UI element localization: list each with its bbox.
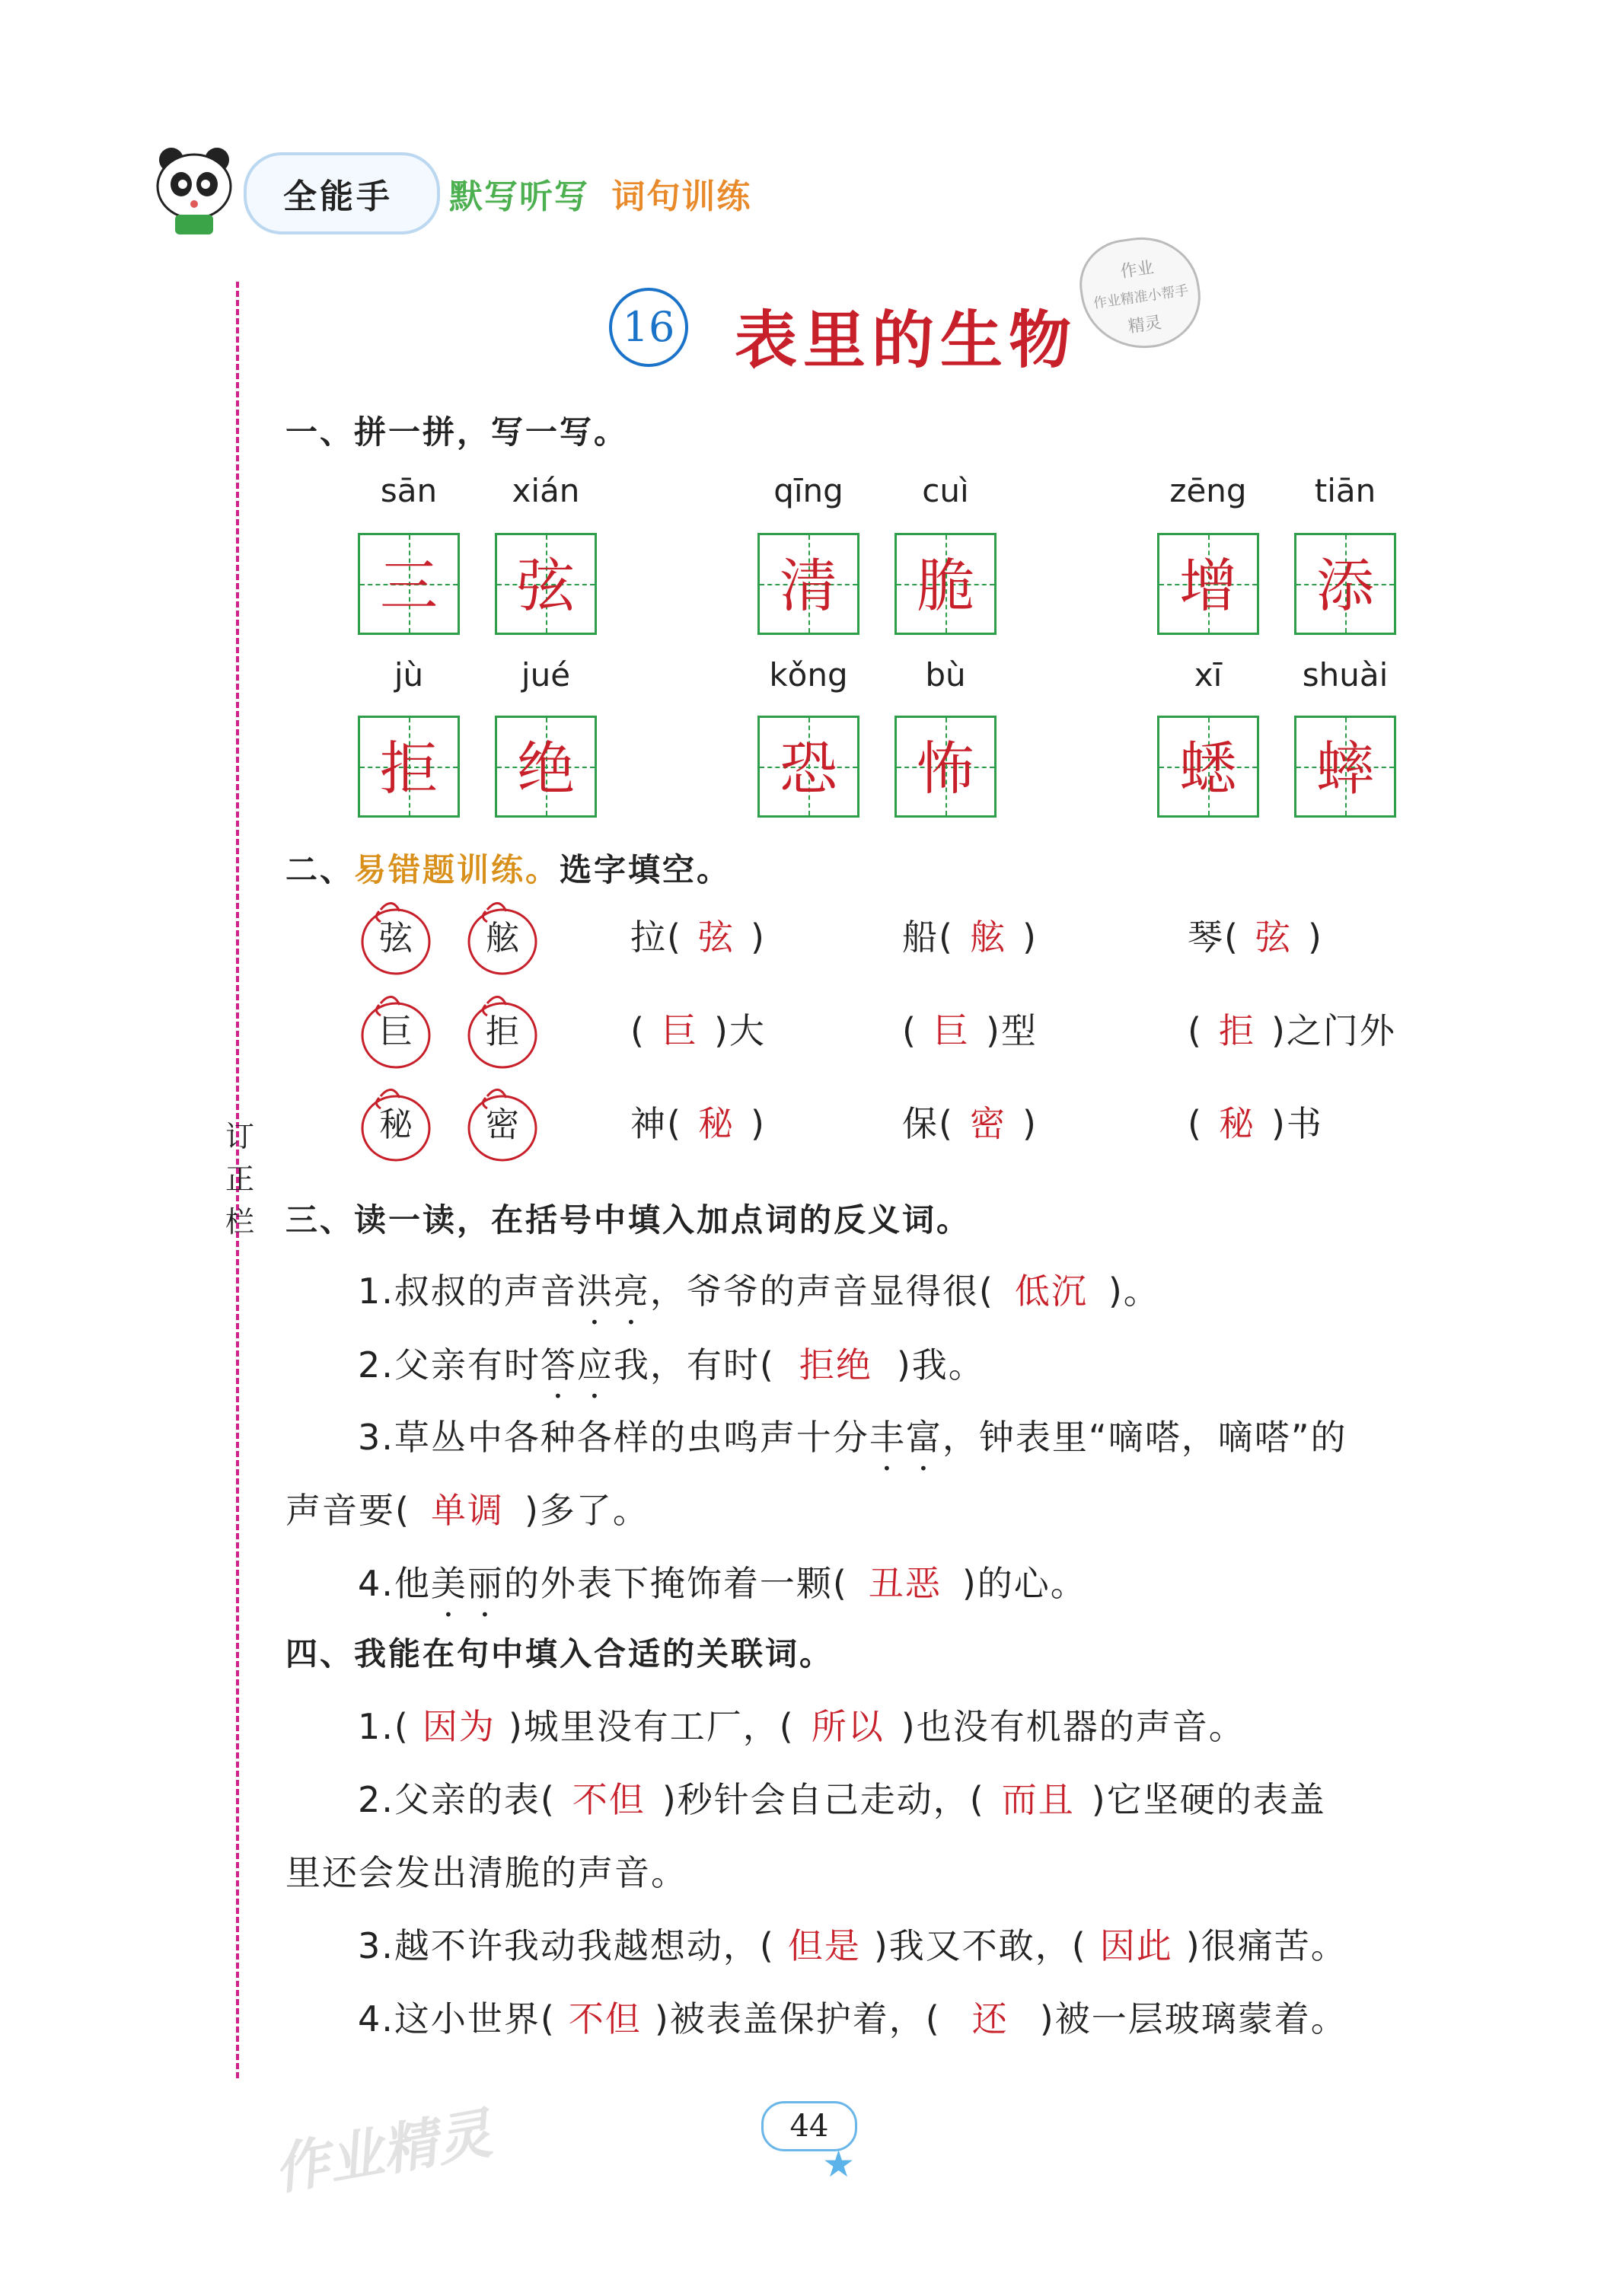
fill-answer: 弦	[697, 917, 735, 958]
character-box	[358, 716, 460, 818]
subtitle-part-a: 默写听写	[449, 177, 589, 216]
fill-answer: 弦	[1255, 917, 1292, 958]
s3-answer-2: 拒绝	[799, 1344, 872, 1386]
pinyin-label: qīng	[773, 472, 843, 509]
s3-question-2: 2.父亲有时答 • 应 • 我，有时( 拒绝 )我。	[358, 1338, 985, 1388]
character-box	[1157, 533, 1259, 635]
section2-heading: 二、易错题训练。选字填空。	[285, 851, 732, 888]
character-box	[757, 716, 859, 818]
brand-subtitle	[449, 169, 751, 218]
s4-question-2-cont: 里还会发出清脆的声音。	[285, 1852, 687, 1893]
lesson-title: 表里的生物	[735, 305, 1078, 377]
apple-choice-icon	[464, 988, 541, 1064]
fill-blank-item: 保( 密 )	[902, 1096, 1038, 1146]
fill-blank-item: 琴( 弦 )	[1188, 910, 1323, 960]
choice-character: 巨	[379, 1012, 413, 1051]
pinyin-label: zēng	[1169, 472, 1247, 509]
character-box	[495, 716, 597, 818]
pinyin-label: jué	[521, 656, 571, 694]
written-character: 怖	[917, 735, 974, 802]
fill-answer: 巨	[933, 1010, 970, 1051]
fill-answer: 拒	[1218, 1010, 1255, 1051]
s3-answer-4: 丑恶	[868, 1563, 942, 1604]
s3-answer-1: 低沉	[1014, 1271, 1088, 1312]
character-box	[495, 533, 597, 635]
watermark	[260, 2088, 516, 2226]
choice-character: 秘	[379, 1105, 413, 1144]
page-number: 44	[761, 2101, 857, 2151]
character-box	[757, 533, 859, 635]
section4-heading: 四、我能在句中填入合适的关联词。	[285, 1635, 834, 1673]
s3-question-3: 3.草丛中各种各样的虫鸣声十分丰 • 富 • ，钟表里“嘀嗒，嘀嗒”的	[358, 1417, 1347, 1478]
pinyin-label: xián	[512, 472, 580, 509]
homework-stamp: 作业 作业精准小帮手 精灵	[1074, 230, 1207, 356]
written-character: 清	[780, 552, 837, 620]
s3-question-4: 4.他美 • 丽 • 的外表下掩饰着一颗( 丑恶 )的心。	[358, 1556, 1087, 1606]
s4-question-1: 1.( 因为 )城里没有工厂，( 所以 )也没有机器的声音。	[358, 1706, 1245, 1747]
apple-choice-icon	[358, 988, 434, 1064]
choice-character: 弦	[379, 919, 413, 958]
fill-answer: 秘	[697, 1103, 735, 1144]
character-box	[895, 716, 997, 818]
s3-question-3-cont: 声音要( 单调 )多了。	[285, 1483, 649, 1533]
character-box	[895, 533, 997, 635]
choice-character: 密	[486, 1105, 519, 1144]
written-character: 蟋	[1179, 735, 1237, 802]
pinyin-label: sān	[380, 472, 438, 509]
fill-answer: 巨	[661, 1010, 698, 1051]
fill-answer: 密	[969, 1103, 1006, 1144]
fill-blank-item: 拉( 弦 )	[630, 910, 766, 960]
written-character: 拒	[380, 735, 438, 802]
written-character: 蟀	[1316, 735, 1374, 802]
apple-choice-icon	[358, 1081, 434, 1157]
written-character: 绝	[517, 735, 575, 802]
s4-question-2: 2.父亲的表( 不但 )秒针会自己走动，( 而且 )它坚硬的表盖	[358, 1779, 1326, 1820]
subtitle-part-b: 词句训练	[611, 177, 752, 216]
written-character: 恐	[780, 735, 837, 802]
fill-answer: 舷	[969, 917, 1006, 958]
written-character: 三	[380, 552, 438, 620]
s4-question-4: 4.这小世界( 不但 )被表盖保护着，( 还 )被一层玻璃蒙着。	[358, 1998, 1347, 2039]
pinyin-label: cuì	[922, 472, 969, 509]
fill-blank-item: ( 巨 )大	[630, 1003, 766, 1054]
section3-heading: 三、读一读，在括号中填入加点词的反义词。	[285, 1201, 971, 1239]
choice-character: 拒	[486, 1012, 519, 1051]
apple-choice-icon	[464, 1081, 541, 1157]
panda-mascot-icon	[152, 145, 236, 236]
fill-blank-item: 神( 秘 )	[630, 1096, 766, 1146]
pinyin-label: kǒng	[769, 656, 848, 694]
fill-blank-item: ( 秘 )书	[1188, 1096, 1323, 1146]
s3-answer-3: 单调	[430, 1490, 504, 1531]
apple-choice-icon	[358, 894, 434, 971]
fill-answer: 秘	[1218, 1103, 1255, 1144]
section1-heading: 一、拼一拼，写一写。	[285, 413, 629, 451]
character-box	[1294, 716, 1396, 818]
character-box	[1157, 716, 1259, 818]
s3-question-1: 1.叔叔的声音洪 • 亮 • ，爷爷的声音显得很( 低沉 )。	[358, 1264, 1160, 1314]
lesson-number: 16	[609, 288, 688, 367]
character-box	[358, 533, 460, 635]
written-character: 添	[1316, 552, 1374, 620]
character-box	[1294, 533, 1396, 635]
svg-text:作业精灵: 作业精灵	[269, 2100, 496, 2202]
choice-character: 舷	[486, 919, 519, 958]
brand-title: 全能手	[283, 177, 393, 216]
pinyin-label: xī	[1194, 656, 1223, 694]
s4-question-3: 3.越不许我动我越想动，( 但是 )我又不敢，( 因此 )很痛苦。	[358, 1925, 1347, 1966]
star-decoration-icon: ★	[822, 2143, 856, 2186]
pinyin-label: shuài	[1302, 656, 1389, 694]
fill-blank-item: ( 巨 )型	[902, 1003, 1038, 1054]
pinyin-label: jù	[394, 656, 424, 694]
fill-blank-item: 船( 舷 )	[902, 910, 1038, 960]
written-character: 弦	[517, 552, 575, 620]
correction-column-label: 订正栏	[225, 1120, 254, 1239]
written-character: 脆	[917, 552, 974, 620]
written-character: 增	[1179, 552, 1237, 620]
pinyin-label: bù	[925, 656, 966, 694]
apple-choice-icon	[464, 894, 541, 971]
pinyin-label: tiān	[1314, 472, 1376, 509]
error-prone-hint: 易错题训练。	[354, 851, 560, 888]
fill-blank-item: ( 拒 )之门外	[1188, 1003, 1396, 1054]
